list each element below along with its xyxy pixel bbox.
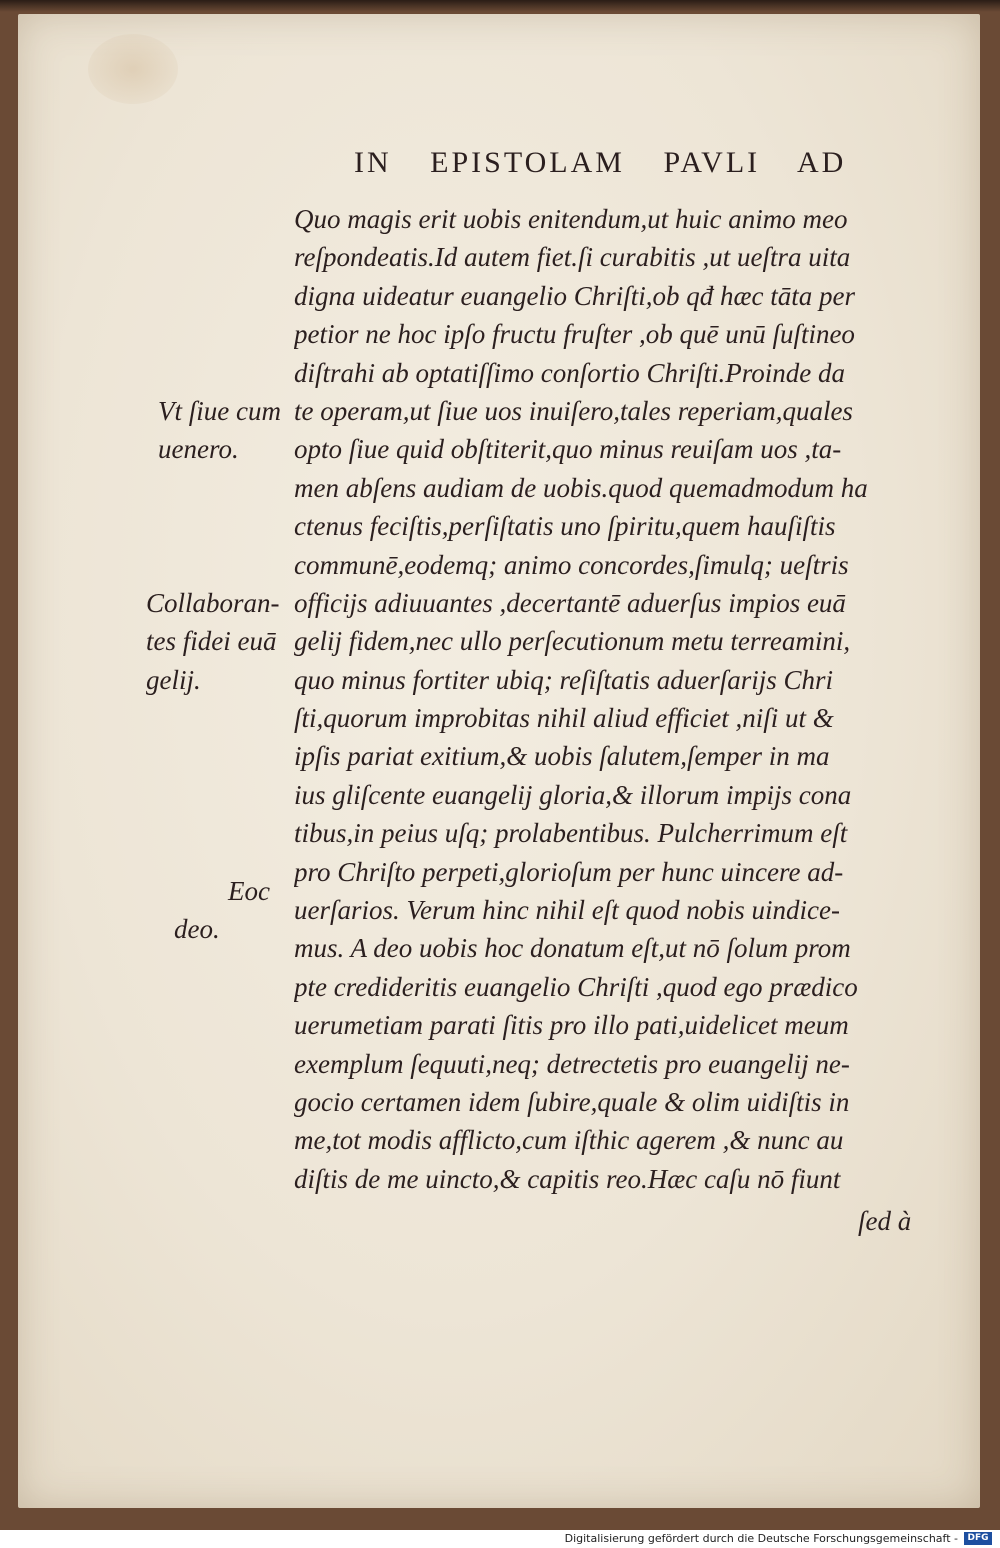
margin-note-line: deo. [174,914,220,945]
book-page [18,14,980,1508]
margin-note-line: Eoc [228,876,270,906]
text-line: petior ne hoc ipſo fructu fruſter ,ob quē unū ſuſtineo [294,319,855,350]
body-text [294,200,954,1198]
text-line: officijs adiuuantes ,decertantē aduerſus impios euā [294,587,846,618]
funding-credit: Digitalisierung gefördert durch die Deutsche Forschungsgemeinschaft - [564,1532,958,1545]
margin-note-line: tes fidei euā [146,626,277,657]
text-line: Quo magis erit uobis enitendum,ut huic animo meo [294,204,848,234]
running-head: IN EPISTOLAM PAVLI AD [354,146,847,179]
text-line: ipſis pariat exitium,& uobis ſalutem,ſemper in ma [294,741,830,772]
text-line: gocio certamen idem ſubire,quale & olim uidiſtis in [294,1086,850,1117]
text-line: communē,eodemq; animo concordes,ſimulq; ueſtris [294,549,849,580]
text-line: ctenus feciſtis,perſiſtatis uno ſpiritu,quem hauſiſtis [294,511,836,542]
dfg-logo-icon: DFG [964,1532,992,1545]
text-line: uerumetiam parati ſitis pro illo pati,uidelicet meum [294,1010,849,1041]
text-line: reſpondeatis.Id autem fiet.ſi curabitis ,ut ueſtra uita [294,242,851,273]
margin-note-line: Vt ſiue cum [158,396,281,426]
text-line: opto ſiue quid obſtiterit,quo minus reuiſam uos ,ta- [294,434,842,465]
margin-note-2 [146,584,280,699]
margin-note-line: gelij. [146,664,201,695]
text-line: gelij fidem,nec ullo perſecutionum metu terreamini, [294,626,851,657]
text-line: diſtrahi ab optatiſſimo conſortio Chriſti.Proinde da [294,357,846,388]
text-line: quo minus fortiter ubiq; reſiſtatis aduerſarijs Chri [294,664,834,695]
text-line: tibus,in peius uſq; prolabentibus. Pulcherrimum eſt [294,818,848,849]
text-line: uerſarios. Verum hinc nihil eſt quod nobis uindice- [294,895,840,926]
text-line: pro Chriſto perpeti,glorioſum per hunc uincere ad- [294,856,844,887]
catchword: ſed à [858,1206,912,1236]
text-line: men abſens audiam de uobis.quod quemadmodum ha [294,472,868,503]
footer-bar [0,1530,1000,1548]
text-line: exemplum ſequuti,neq; detrectetis pro euangelij ne- [294,1048,850,1079]
margin-note-line: Collaboran- [146,588,280,618]
text-line: ius gliſcente euangelij gloria,& illorum impijs cona [294,779,852,810]
margin-note-3 [174,872,270,949]
text-line: pte credideritis euangelio Chriſti ,quod ego prædico [294,971,858,1002]
text-line: te operam,ut ſiue uos inuiſero,tales reperiam,quales [294,395,853,426]
margin-note-1 [158,392,281,469]
text-line: diſtis de me uincto,& capitis reo.Hæc caſu nō fiunt [294,1163,841,1194]
text-line: ſti,quorum improbitas nihil aliud efficiet ,niſi ut & [294,703,834,734]
text-line: me,tot modis afflicto,cum iſthic agerem ,& nunc au [294,1125,844,1156]
text-line: digna uideatur euangelio Chriſti,ob qđ hæc tāta per [294,280,855,311]
text-line: mus. A deo uobis hoc donatum eſt,ut nō ſolum prom [294,933,851,964]
margin-note-line: uenero. [158,434,239,465]
